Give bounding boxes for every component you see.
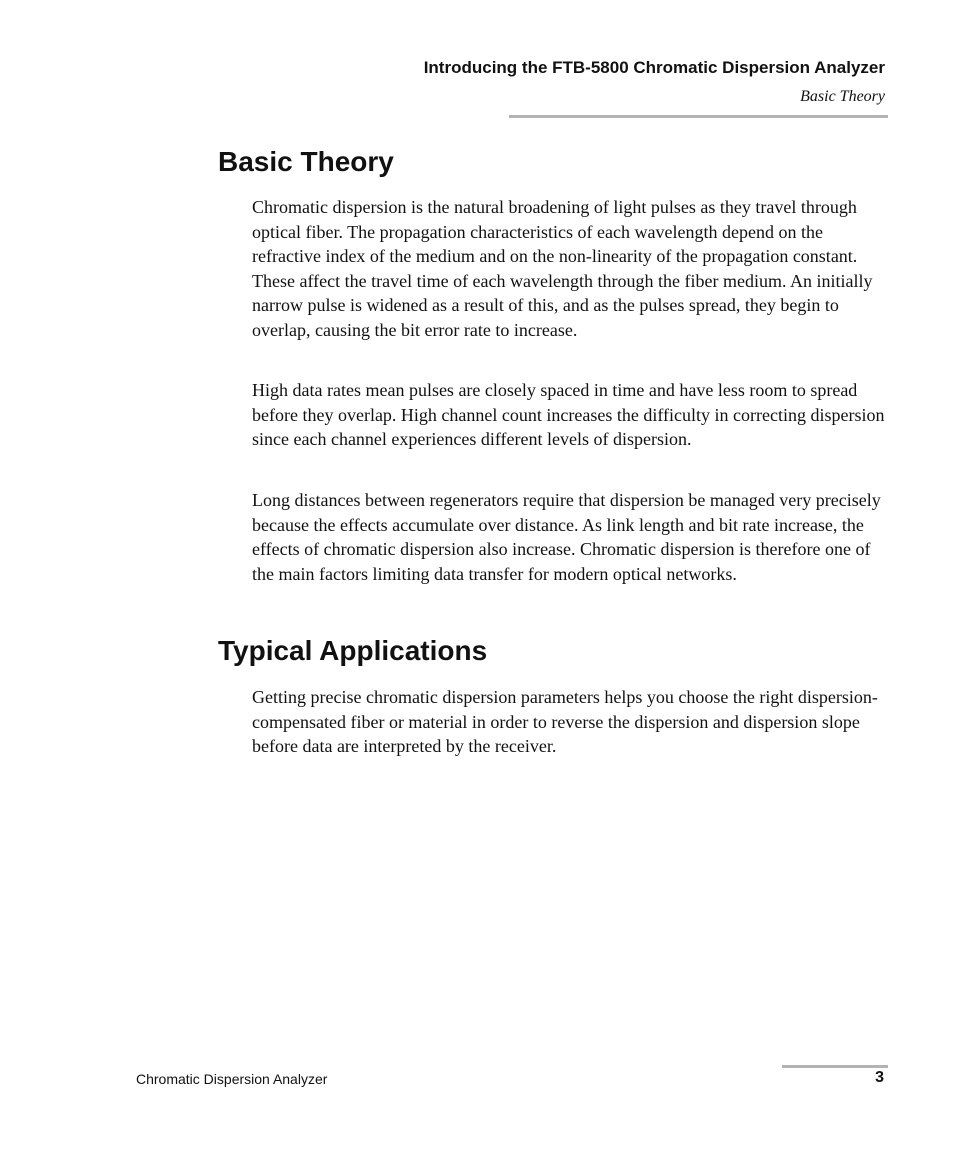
page-number: 3 — [875, 1069, 884, 1086]
paragraph-long-distances: Long distances between regenerators require that dispersion be managed very precisely because the effects accumulate over distance. As link length and bit rate increase, the effects of chromatic dispersion also increase. Chromatic dispersion is therefore one of the main factors limiting data transfer for modern optical networks. — [252, 490, 881, 584]
footer-divider — [782, 1065, 888, 1068]
running-header-section: Basic Theory — [800, 88, 885, 105]
header-divider — [509, 115, 888, 118]
running-header-title: Introducing the FTB-5800 Chromatic Dispersion Analyzer — [423, 58, 885, 77]
section-heading-basic-theory: Basic Theory — [218, 146, 394, 177]
paragraph-typical-applications: Getting precise chromatic dispersion parameters helps you choose the right dispersion-compensated fiber or material in order to reverse the dispersion and dispersion slope before data are interpreted by the receiver. — [252, 687, 878, 757]
section-heading-typical-applications: Typical Applications — [218, 635, 488, 666]
footer-document-name: Chromatic Dispersion Analyzer — [136, 1071, 328, 1087]
paragraph-high-data-rates: High data rates mean pulses are closely spaced in time and have less room to spread before they overlap. High channel count increases the difficulty in correcting dispersion since each channel experiences different levels of dispersion. — [252, 380, 885, 450]
paragraph-chromatic-dispersion-intro: Chromatic dispersion is the natural broadening of light pulses as they travel through optical fiber. The propagation characteristics of each wavelength depend on the refractive index of the medium and on the non-linearity of the propagation constant. These affect the travel time of each wavelength through the fiber medium. An initially narrow pulse is widened as a result of this, and as the pulses spread, they begin to overlap, causing the bit error rate to increase. — [252, 197, 873, 340]
